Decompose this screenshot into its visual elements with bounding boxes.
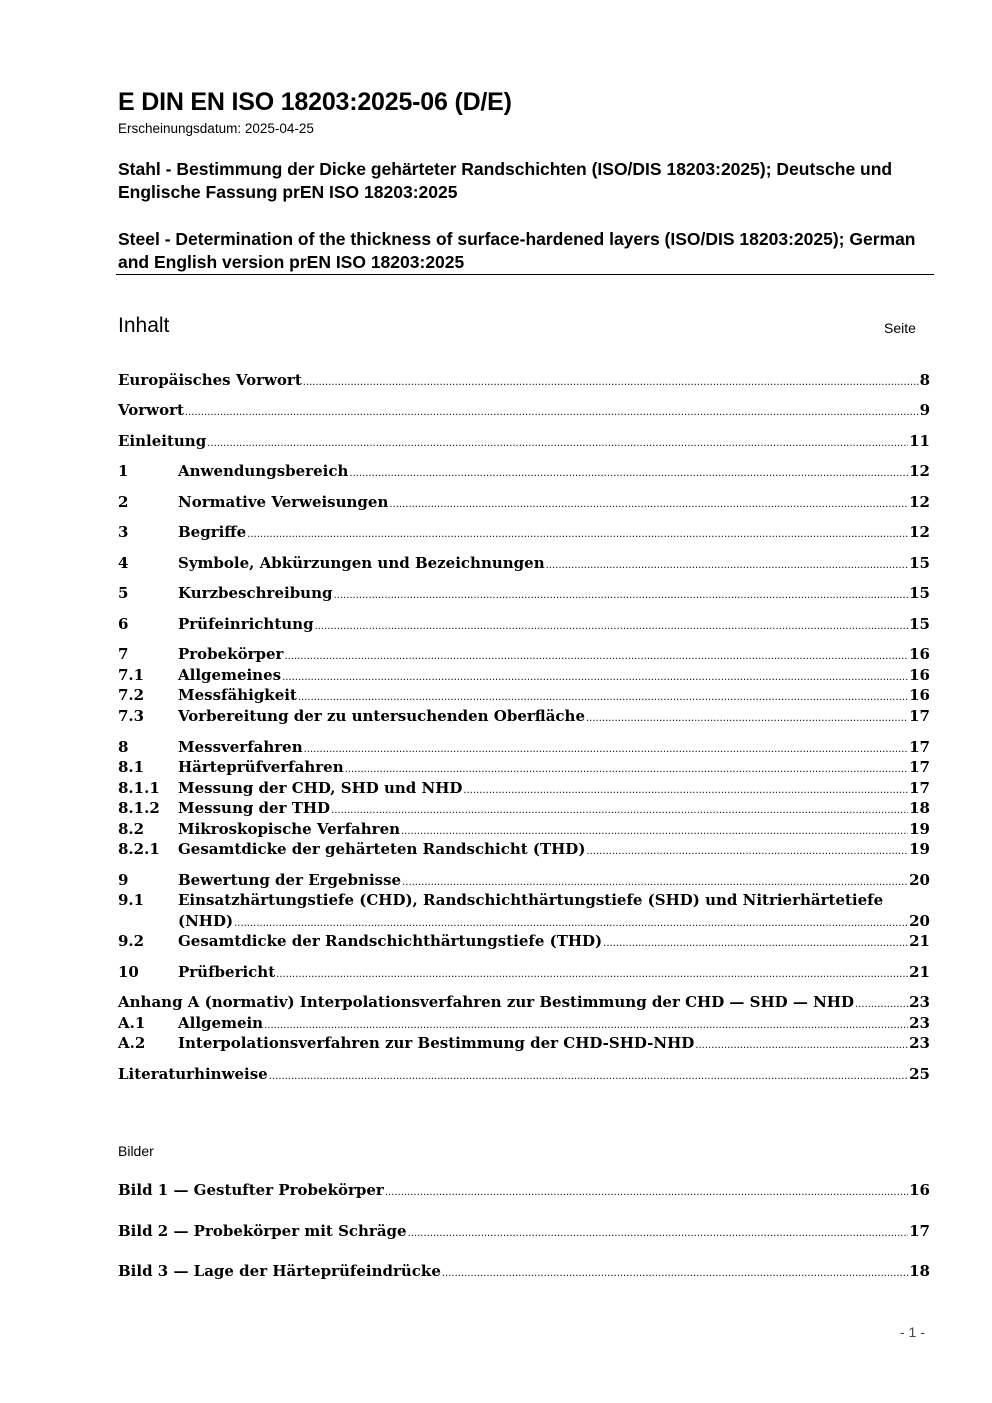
toc-leader xyxy=(463,779,908,797)
toc-entry-page: 20 xyxy=(909,871,930,889)
toc-leader xyxy=(855,993,908,1011)
figure-entry[interactable] xyxy=(118,1181,930,1201)
figures-heading: Bilder xyxy=(118,1143,154,1159)
toc-leader xyxy=(586,707,908,725)
toc-entry-title: Allgemeines xyxy=(178,666,282,684)
toc-entry-title: Symbole, Abkürzungen und Bezeichnungen xyxy=(178,554,545,572)
toc-entry-page: 23 xyxy=(909,993,930,1011)
toc-entry-number: 7.2 xyxy=(118,686,145,704)
toc-entry[interactable] xyxy=(118,993,930,1013)
toc-leader xyxy=(284,645,908,663)
toc-entry-title: Europäisches Vorwort xyxy=(118,371,302,389)
toc-entry-number: 7 xyxy=(118,645,129,663)
toc-entry[interactable] xyxy=(118,758,930,778)
toc-entry-page: 11 xyxy=(909,432,930,450)
toc-entry-page: 18 xyxy=(909,799,930,817)
toc-entry-title: Kurzbeschreibung xyxy=(178,584,333,602)
toc-entry[interactable] xyxy=(118,462,930,482)
toc-leader xyxy=(408,1222,909,1240)
toc-leader xyxy=(315,615,909,633)
toc-entry[interactable] xyxy=(118,1034,930,1054)
toc-entry[interactable] xyxy=(118,799,930,819)
toc-entry-title-continued: (NHD) xyxy=(178,912,234,930)
figure-entry-title: Bild 2 — Probekörper mit Schräge xyxy=(118,1222,407,1240)
toc-entry-page: 15 xyxy=(909,554,930,572)
toc-entry-number: 7.1 xyxy=(118,666,145,684)
toc-entry-title: Probekörper xyxy=(178,645,284,663)
toc-entry[interactable] xyxy=(118,666,930,686)
toc-entry[interactable] xyxy=(118,401,930,421)
toc-entry-number: 1 xyxy=(118,462,129,480)
toc-entry[interactable] xyxy=(118,1014,930,1034)
toc-entry-page: 23 xyxy=(909,1014,930,1032)
toc-entry[interactable] xyxy=(118,820,930,840)
toc-entry-page: 16 xyxy=(909,645,930,663)
toc-entry-number: 8.2.1 xyxy=(118,840,160,858)
toc-leader xyxy=(402,871,908,889)
toc-entry-title: Vorwort xyxy=(118,401,184,419)
toc-entry-number: 8.1.2 xyxy=(118,799,160,817)
toc-entry-title: Vorbereitung der zu untersuchenden Oberfläche xyxy=(178,707,585,725)
toc-entry-page: 19 xyxy=(909,840,930,858)
toc-entry-title: Prüfeinrichtung xyxy=(178,615,314,633)
toc-entry-page: 15 xyxy=(909,584,930,602)
toc-entry-number: 9.1 xyxy=(118,891,145,909)
figure-entry[interactable] xyxy=(118,1262,930,1282)
toc-entry-continuation[interactable] xyxy=(118,912,930,932)
toc-entry-title: Gesamtdicke der Randschichthärtungstiefe (THD) xyxy=(178,932,603,950)
toc-leader xyxy=(401,820,908,838)
toc-entry-number: 9.2 xyxy=(118,932,145,950)
toc-entry[interactable] xyxy=(118,493,930,513)
page-number: - 1 - xyxy=(900,1324,925,1340)
toc-entry-page: 23 xyxy=(909,1034,930,1052)
toc-entry-page: 17 xyxy=(909,779,930,797)
toc-leader xyxy=(303,371,919,389)
figure-entry-page: 17 xyxy=(909,1222,930,1240)
figure-entry[interactable] xyxy=(118,1222,930,1242)
toc-entry-page: 19 xyxy=(909,820,930,838)
figure-entry-title: Bild 3 — Lage der Härteprüfeindrücke xyxy=(118,1262,441,1280)
toc-leader xyxy=(695,1034,908,1052)
toc-entry-title: Mikroskopische Verfahren xyxy=(178,820,401,838)
toc-entry-page: 16 xyxy=(909,666,930,684)
document-title: E DIN EN ISO 18203:2025-06 (D/E) xyxy=(118,88,512,116)
toc-entry-number: A.2 xyxy=(118,1034,146,1052)
toc-entry-page: 12 xyxy=(909,523,930,541)
toc-entry-page: 17 xyxy=(909,707,930,725)
toc-entry-title: Literaturhinweise xyxy=(118,1065,268,1083)
toc-entry[interactable] xyxy=(118,932,930,952)
toc-entry-page: 20 xyxy=(909,912,930,930)
toc-leader xyxy=(247,523,908,541)
toc-entry-page: 9 xyxy=(919,401,930,419)
toc-leader xyxy=(586,840,908,858)
toc-entry[interactable] xyxy=(118,615,930,635)
toc-entry[interactable] xyxy=(118,891,930,911)
toc-entry-title: Prüfbericht xyxy=(178,963,276,981)
toc-entry-number: 7.3 xyxy=(118,707,145,725)
toc-leader xyxy=(185,401,919,419)
toc-leader xyxy=(389,493,908,511)
toc-entry-number: 2 xyxy=(118,493,129,511)
toc-entry[interactable] xyxy=(118,554,930,574)
title-divider xyxy=(116,274,934,275)
toc-entry-title: Begriffe xyxy=(178,523,247,541)
toc-leader xyxy=(264,1014,908,1032)
toc-entry-page: 12 xyxy=(909,462,930,480)
toc-entry-title: Gesamtdicke der gehärteten Randschicht (THD) xyxy=(178,840,586,858)
toc-entry-title: Bewertung der Ergebnisse xyxy=(178,871,402,889)
toc-leader xyxy=(546,554,909,572)
toc-entry-page: 17 xyxy=(909,738,930,756)
toc-entry-page: 17 xyxy=(909,758,930,776)
toc-entry-title: Härteprüfverfahren xyxy=(178,758,344,776)
toc-heading: Inhalt xyxy=(118,314,170,337)
toc-entry-title: Messung der THD xyxy=(178,799,331,817)
toc-entry-number: 5 xyxy=(118,584,129,602)
toc-leader xyxy=(333,584,908,602)
toc-entry-title: Normative Verweisungen xyxy=(178,493,389,511)
toc-entry[interactable] xyxy=(118,645,930,665)
toc-entry-title: Messfähigkeit xyxy=(178,686,297,704)
toc-entry[interactable] xyxy=(118,523,930,543)
toc-entry-number: A.1 xyxy=(118,1014,146,1032)
toc-entry-title: Einsatzhärtungstiefe (CHD), Randschichthärtungstiefe (SHD) und Nitrierhärtetiefe xyxy=(178,891,884,909)
toc-entry[interactable] xyxy=(118,707,930,727)
toc-entry-number: 8 xyxy=(118,738,129,756)
toc-entry-page: 8 xyxy=(919,371,930,389)
figure-entry-page: 16 xyxy=(909,1181,930,1199)
toc-entry-page: 16 xyxy=(909,686,930,704)
toc-entry-title: Allgemein xyxy=(178,1014,264,1032)
toc-entry-number: 9 xyxy=(118,871,129,889)
figure-entry-title: Bild 1 — Gestufter Probekörper xyxy=(118,1181,384,1199)
title-german: Stahl - Bestimmung der Dicke gehärteter Randschichten (ISO/DIS 18203:2025); Deutsche und Englische Fassung prEN ISO 18203:2025 xyxy=(118,159,893,202)
toc-leader xyxy=(298,686,908,704)
toc-leader xyxy=(207,432,908,450)
toc-entry-title: Interpolationsverfahren zur Bestimmung der CHD-SHD-NHD xyxy=(178,1034,695,1052)
toc-entry[interactable] xyxy=(118,738,930,758)
toc-entry[interactable] xyxy=(118,371,930,391)
toc-leader xyxy=(234,912,908,930)
toc-entry-number: 4 xyxy=(118,554,129,572)
toc-entry-number: 10 xyxy=(118,963,139,981)
toc-leader xyxy=(276,963,908,981)
toc-entry-number: 6 xyxy=(118,615,129,633)
toc-entry[interactable] xyxy=(118,432,930,452)
toc-leader xyxy=(603,932,908,950)
toc-entry-page: 21 xyxy=(909,932,930,950)
figure-entry-page: 18 xyxy=(909,1262,930,1280)
toc-entry[interactable] xyxy=(118,1065,930,1085)
toc-entry-number: 8.2 xyxy=(118,820,145,838)
toc-leader xyxy=(331,799,908,817)
toc-entry-title: Messverfahren xyxy=(178,738,303,756)
toc-page-column-label: Seite xyxy=(884,320,916,336)
publication-date: Erscheinungsdatum: 2025-04-25 xyxy=(118,121,314,136)
toc-leader xyxy=(345,758,909,776)
toc-entry-title: Anwendungsbereich xyxy=(178,462,349,480)
toc-entry-title: Einleitung xyxy=(118,432,207,450)
toc-leader xyxy=(385,1181,908,1199)
toc-leader xyxy=(304,738,908,756)
toc-entry[interactable] xyxy=(118,963,930,983)
toc-entry-page: 15 xyxy=(909,615,930,633)
toc-entry-number: 8.1 xyxy=(118,758,145,776)
toc-entry-page: 12 xyxy=(909,493,930,511)
toc-leader xyxy=(282,666,908,684)
toc-entry-number: 3 xyxy=(118,523,129,541)
toc-entry-title: Messung der CHD, SHD und NHD xyxy=(178,779,463,797)
toc-leader xyxy=(442,1262,908,1280)
toc-entry[interactable] xyxy=(118,840,930,860)
toc-entry[interactable] xyxy=(118,871,930,891)
toc-leader xyxy=(269,1065,908,1083)
title-english: Steel - Determination of the thickness of surface-hardened layers (ISO/DIS 18203:2025); German and English version prEN ISO 18203:2025 xyxy=(118,229,916,272)
toc-entry[interactable] xyxy=(118,584,930,604)
toc-entry[interactable] xyxy=(118,686,930,706)
toc-entry-title: Anhang A (normativ) Interpolationsverfahren zur Bestimmung der CHD — SHD — NHD xyxy=(118,993,854,1011)
toc-entry-page: 21 xyxy=(909,963,930,981)
toc-entry-page: 25 xyxy=(909,1065,930,1083)
toc-leader xyxy=(349,462,908,480)
toc-entry[interactable] xyxy=(118,779,930,799)
toc-entry-number: 8.1.1 xyxy=(118,779,160,797)
